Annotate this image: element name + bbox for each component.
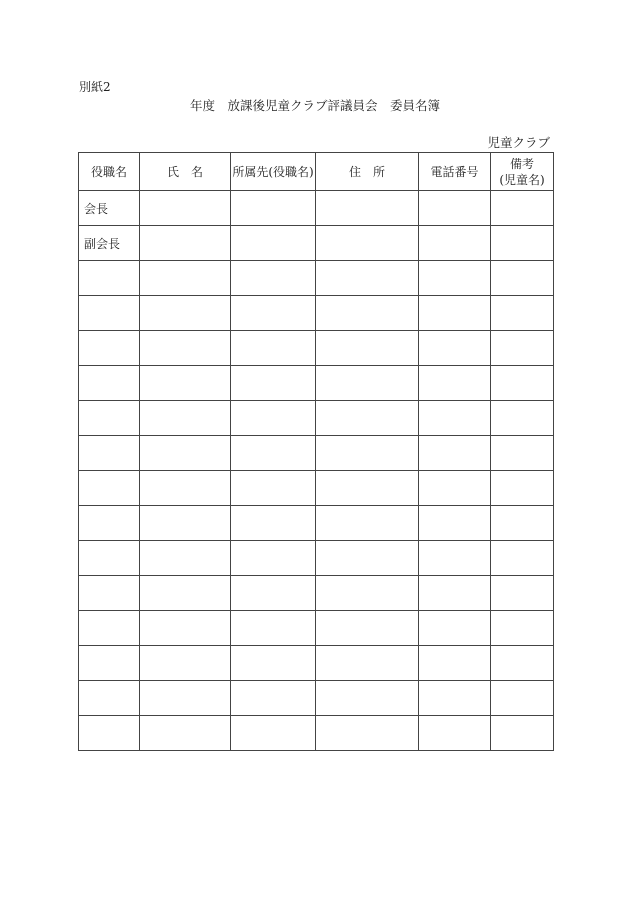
- cell-remarks[interactable]: [491, 191, 554, 226]
- cell-name[interactable]: [140, 366, 231, 401]
- cell-phone[interactable]: [419, 541, 491, 576]
- cell-position: [79, 331, 140, 366]
- cell-affiliation[interactable]: [231, 226, 316, 261]
- cell-remarks[interactable]: [491, 366, 554, 401]
- cell-affiliation[interactable]: [231, 401, 316, 436]
- cell-affiliation[interactable]: [231, 716, 316, 751]
- header-address: 住 所: [316, 153, 419, 191]
- cell-address[interactable]: [316, 716, 419, 751]
- cell-affiliation[interactable]: [231, 261, 316, 296]
- cell-name[interactable]: [140, 401, 231, 436]
- attachment-label: 別紙2: [79, 80, 111, 94]
- cell-phone[interactable]: [419, 506, 491, 541]
- cell-phone[interactable]: [419, 646, 491, 681]
- cell-name[interactable]: [140, 646, 231, 681]
- cell-affiliation[interactable]: [231, 506, 316, 541]
- cell-position: [79, 296, 140, 331]
- cell-name[interactable]: [140, 541, 231, 576]
- cell-position: [79, 646, 140, 681]
- cell-address[interactable]: [316, 191, 419, 226]
- cell-remarks[interactable]: [491, 401, 554, 436]
- cell-address[interactable]: [316, 506, 419, 541]
- table-row: [79, 646, 554, 681]
- cell-address[interactable]: [316, 681, 419, 716]
- cell-name[interactable]: [140, 331, 231, 366]
- cell-affiliation[interactable]: [231, 366, 316, 401]
- header-remarks-line2: (児童名): [499, 172, 545, 187]
- table-header-row: [79, 153, 554, 191]
- cell-phone[interactable]: [419, 226, 491, 261]
- table-row: [79, 296, 554, 331]
- cell-name[interactable]: [140, 716, 231, 751]
- cell-address[interactable]: [316, 576, 419, 611]
- cell-position: 会長: [79, 191, 140, 226]
- cell-phone[interactable]: [419, 436, 491, 471]
- cell-name[interactable]: [140, 261, 231, 296]
- cell-affiliation[interactable]: [231, 611, 316, 646]
- page-title: 年度 放課後児童クラブ評議員会 委員名簿: [189, 98, 440, 113]
- cell-position: [79, 681, 140, 716]
- cell-position: [79, 436, 140, 471]
- cell-phone[interactable]: [419, 401, 491, 436]
- cell-position: [79, 401, 140, 436]
- cell-affiliation[interactable]: [231, 436, 316, 471]
- table-row: [79, 226, 554, 261]
- cell-address[interactable]: [316, 541, 419, 576]
- cell-affiliation[interactable]: [231, 576, 316, 611]
- committee-roster-table: [78, 152, 554, 751]
- cell-position: 副会長: [79, 226, 140, 261]
- cell-address[interactable]: [316, 366, 419, 401]
- cell-name[interactable]: [140, 611, 231, 646]
- cell-position: [79, 366, 140, 401]
- cell-position: [79, 541, 140, 576]
- cell-affiliation[interactable]: [231, 646, 316, 681]
- cell-remarks[interactable]: [491, 436, 554, 471]
- cell-name[interactable]: [140, 576, 231, 611]
- cell-affiliation[interactable]: [231, 296, 316, 331]
- cell-address[interactable]: [316, 646, 419, 681]
- cell-name[interactable]: [140, 471, 231, 506]
- cell-phone[interactable]: [419, 576, 491, 611]
- cell-address[interactable]: [316, 401, 419, 436]
- cell-address[interactable]: [316, 436, 419, 471]
- table-row: [79, 401, 554, 436]
- cell-name[interactable]: [140, 296, 231, 331]
- cell-position: [79, 576, 140, 611]
- cell-remarks[interactable]: [491, 296, 554, 331]
- cell-remarks[interactable]: [491, 261, 554, 296]
- cell-position: [79, 611, 140, 646]
- cell-phone[interactable]: [419, 331, 491, 366]
- header-position: 役職名: [79, 153, 140, 191]
- table-row: [79, 506, 554, 541]
- club-label: 児童クラブ: [487, 135, 550, 150]
- cell-position: [79, 261, 140, 296]
- cell-address[interactable]: [316, 611, 419, 646]
- cell-position: [79, 506, 140, 541]
- cell-name[interactable]: [140, 226, 231, 261]
- cell-phone[interactable]: [419, 716, 491, 751]
- cell-remarks[interactable]: [491, 646, 554, 681]
- cell-remarks[interactable]: [491, 331, 554, 366]
- cell-affiliation[interactable]: [231, 681, 316, 716]
- cell-remarks[interactable]: [491, 576, 554, 611]
- cell-phone[interactable]: [419, 261, 491, 296]
- header-phone: 電話番号: [419, 153, 491, 191]
- cell-phone[interactable]: [419, 366, 491, 401]
- roster-body: [79, 191, 554, 751]
- cell-affiliation[interactable]: [231, 471, 316, 506]
- table-row: [79, 681, 554, 716]
- cell-affiliation[interactable]: [231, 331, 316, 366]
- cell-affiliation[interactable]: [231, 541, 316, 576]
- cell-name[interactable]: [140, 191, 231, 226]
- table-row: [79, 261, 554, 296]
- cell-address[interactable]: [316, 296, 419, 331]
- header-remarks-line1: 備考: [509, 156, 534, 171]
- table-row: [79, 436, 554, 471]
- cell-remarks[interactable]: [491, 611, 554, 646]
- cell-address[interactable]: [316, 226, 419, 261]
- table-row: [79, 576, 554, 611]
- cell-affiliation[interactable]: [231, 191, 316, 226]
- cell-phone[interactable]: [419, 471, 491, 506]
- table-row: [79, 366, 554, 401]
- header-affiliation: 所属先(役職名): [231, 153, 316, 191]
- cell-remarks[interactable]: [491, 506, 554, 541]
- cell-name[interactable]: [140, 436, 231, 471]
- cell-phone[interactable]: [419, 681, 491, 716]
- table-row: [79, 716, 554, 751]
- cell-address[interactable]: [316, 331, 419, 366]
- table-row: [79, 191, 554, 226]
- cell-phone[interactable]: [419, 191, 491, 226]
- cell-position: [79, 471, 140, 506]
- cell-name[interactable]: [140, 681, 231, 716]
- cell-remarks[interactable]: [491, 716, 554, 751]
- header-name: 氏 名: [140, 153, 231, 191]
- cell-name[interactable]: [140, 506, 231, 541]
- table-row: [79, 611, 554, 646]
- cell-remarks[interactable]: [491, 471, 554, 506]
- cell-phone[interactable]: [419, 611, 491, 646]
- cell-phone[interactable]: [419, 296, 491, 331]
- header-remarks: [491, 153, 554, 191]
- cell-remarks[interactable]: [491, 226, 554, 261]
- cell-remarks[interactable]: [491, 681, 554, 716]
- table-row: [79, 331, 554, 366]
- table-row: [79, 471, 554, 506]
- cell-remarks[interactable]: [491, 541, 554, 576]
- table-row: [79, 541, 554, 576]
- cell-position: [79, 716, 140, 751]
- cell-address[interactable]: [316, 261, 419, 296]
- cell-address[interactable]: [316, 471, 419, 506]
